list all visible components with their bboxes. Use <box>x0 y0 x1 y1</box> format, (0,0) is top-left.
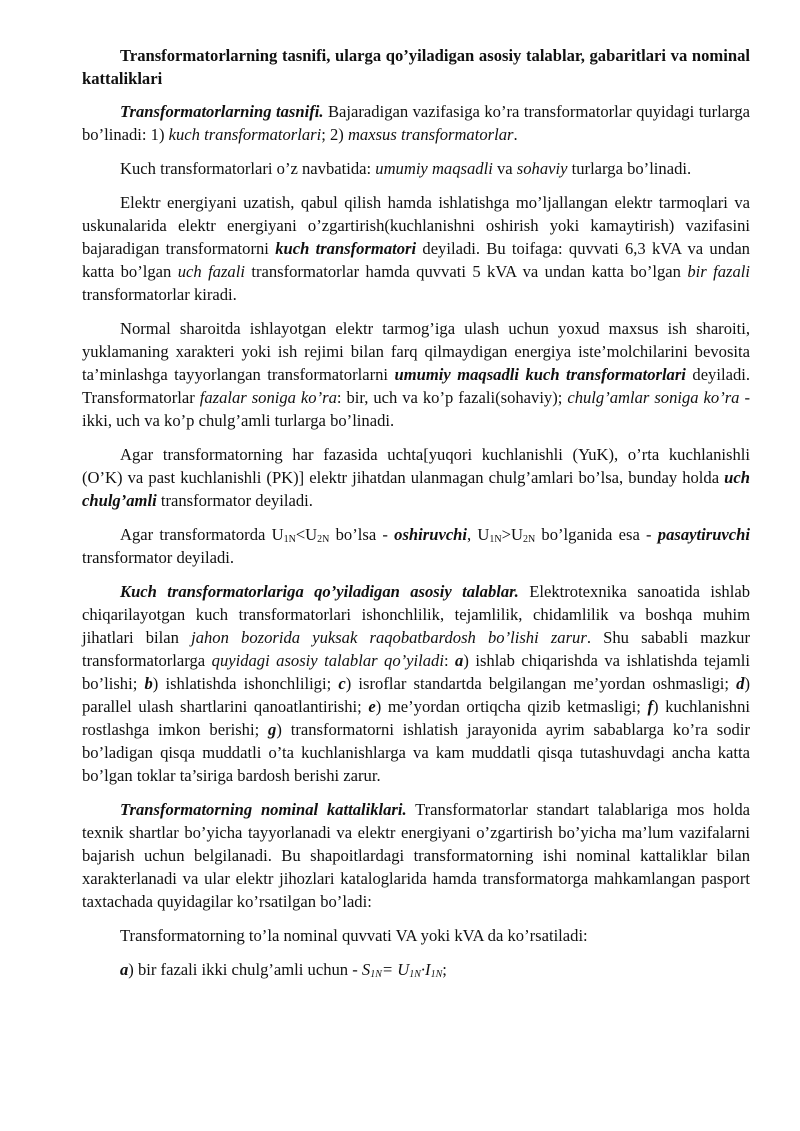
section-title: Transformatorlarning tasnifi, ularga qo’yiladigan asosiy talablar, gabaritlari va nominal kattaliklari <box>82 46 750 88</box>
paragraph-classification: Transformatorlarning tasnifi. Bajaradigan vazifasiga ko’ra transformatorlar quyidagi turlarga bo’linadi: 1) kuch transformatorlari; 2) maxsus transformatorlar. <box>82 102 750 144</box>
paragraph-nominal-values: Transformatorning nominal kattaliklari. Transformatorlar standart talablariga mos holda texnik shartlar bo’yicha tayyorlanadi va elektr energiyani o’zgartirish bo’yicha ma’lum vazifalarni bajarish uchun belgilanadi. Bu shароitlardagi transformatorning ishi nominal kattaliklar bilan xarakterlanadi va ular elektr jihozlari kataloglarida hamda transformatorga mahkamlangan pasport taxtachada quyidagilar ko’rsatilgan bo’ladi: <box>82 800 750 911</box>
subheading-nominal-values: Transformatorning nominal kattaliklari. <box>120 800 407 819</box>
subheading-classification: Transformatorlarning tasnifi. <box>120 102 324 121</box>
paragraph-rated-power: Transformatorning to’la nominal quvvati VA yoki kVA da ko’rsatiladi: <box>120 926 588 945</box>
paragraph-power-types: Kuch transformatorlari o’z navbatida: umumiy maqsadli va sohaviy turlarga bo’linadi. <box>120 159 692 178</box>
subheading-requirements: Kuch transformatorlariga qo’yiladigan asosiy talablar. <box>120 582 519 601</box>
paragraph-general-purpose: Normal sharoitda ishlayotgan elektr tarmog’iga ulash uchun yoxud maxsus ish sharoiti, yuklamaning xarakteri yoki ish rejimi bilan farq qilmaydigan energiya iste’molchilarini bevosita ta’minlashga tayyorlangan transformatorlarni umumiy maqsadli kuch transformatorlari deyiladi. Transformatorlar fazalar soniga ko’ra: bir, uch va ko’p fazali(sohaviy); chulg’amlar soniga ko’ra - ikki, uch va ko’p chulg’amli turlarga bo’linadi. <box>82 319 750 430</box>
paragraph-step-up-down: Agar transformatorda $U_{1N}<U_{2N}$ bo’lsa - oshiruvchi, $U_{1N}>U_{2N}$ bo’lganida esa - pasaytiruvchi transformator deyiladi. <box>82 525 750 567</box>
paragraph-three-winding: Agar transformatorning har fazasida uchta[yuqori kuchlanishli (YuK), o’rta kuchlanishli (O’K) va past kuchlanishli (PK)] elektr jihatdan ulanmagan chulg’amlari bo’lsa, bunday holda uch chulg’amli transformator deyiladi. <box>82 445 750 510</box>
paragraph-requirements: Kuch transformatorlariga qo’yiladigan asosiy talablar. Elektrotexnika sanoatida ishlab chiqarilayotgan kuch transformatorlari ishonchlilik, tejamlilik, chidamlilik va boshqa muhim jihatlari bilan jahon bozorida yuksak raqobatbardosh bo’lishi zarur. Shu sababli mazkur transformatorlarga quyidagi asosiy talablar qo’yiladi: a) ishlab chiqarishda va ishlatishda tejamli bo’lishi; b) ishlatishda ishonchliligi; c) isroflar standartda belgilangan me’yordan oshmasligi; d) parallel ulash shartlarini qanoatlantirishi; e) me’yordan ortiqcha qizib ketmasligi; f) kuchlanishni rostlashga imkon berishi; g) transformatorni ishlatish jarayonida ayrim sabablarga ko’ra sodir bo’ladigan qisqa muddatli o’ta kuchlanishlarga va kam muddatli qisqa tutashuvdagi ancha katta bo’lgan toklar ta’siriga bardosh berishi zarur. <box>82 582 751 785</box>
paragraph-power-transformer-definition: Elektr energiyani uzatish, qabul qilish hamda ishlatishga mo’ljallangan elektr tarmoqlari va uskunalarida elektr energiyani o’zgartirish(kuchlanishni oshirish yoki kamaytirish) vazifasini bajaradigan transformatorni kuch transformatori deyiladi. Bu toifaga: quvvati 6,3 kVA va undan katta bo’lgan uch fazali transformatorlar hamda quvvati 5 kVA va undan katta bo’lgan bir fazali transformatorlar kiradi. <box>82 193 750 304</box>
paragraph-formula-single-phase: a) bir fazali ikki chulg’amli uchun - $S_{1N}= U_{1N}\cdot I_{1N}$; <box>120 960 447 980</box>
